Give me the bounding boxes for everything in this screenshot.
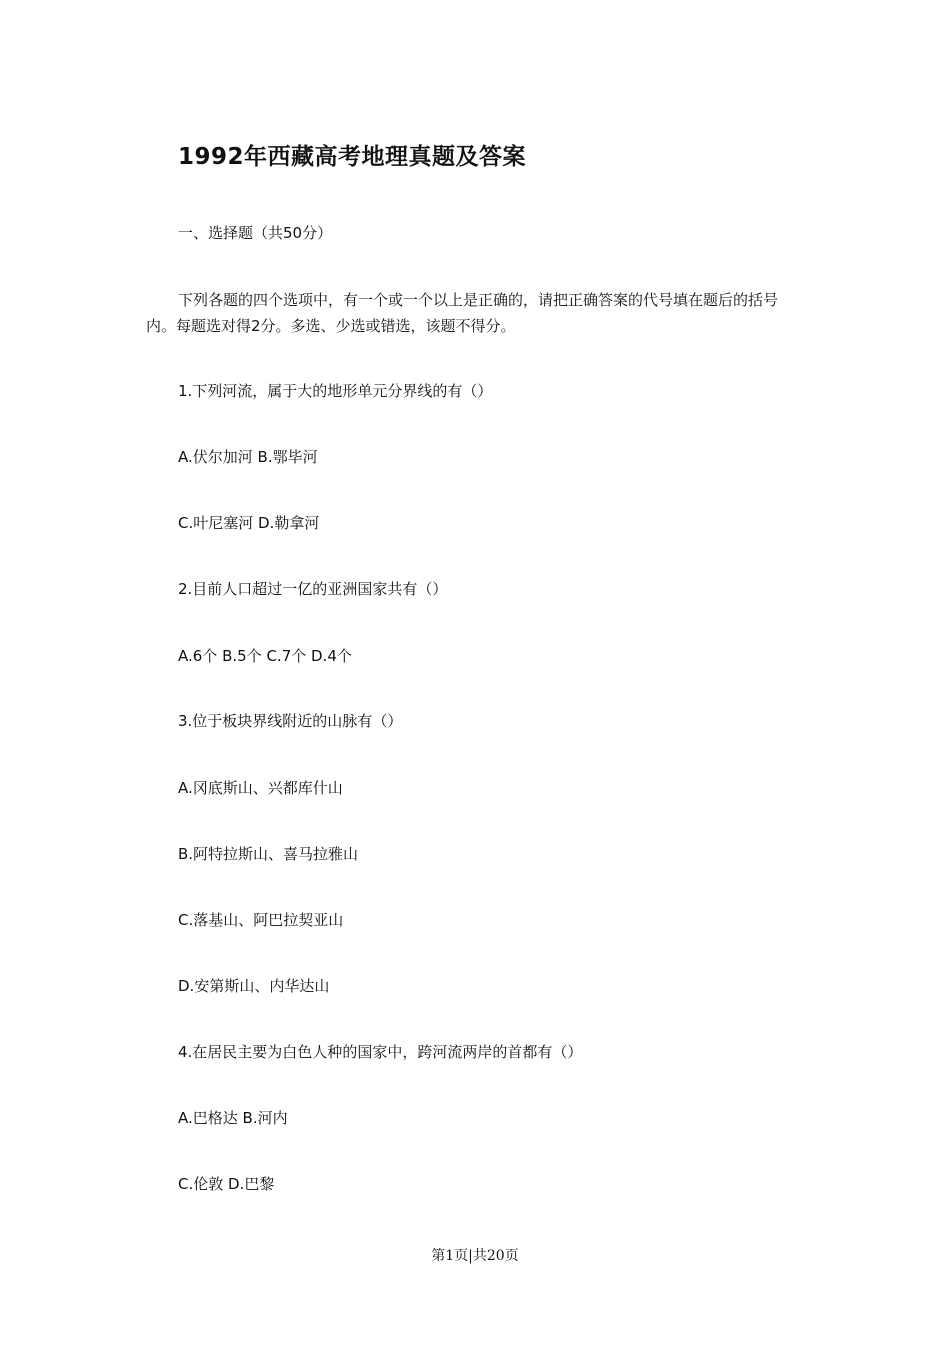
question-options: A.巴格达 B.河内 <box>178 1109 288 1127</box>
question-stem: 4.在居民主要为白色人种的国家中，跨河流两岸的首都有（） <box>178 1043 583 1061</box>
question-options: A.6个 B.5个 C.7个 D.4个 <box>178 647 352 665</box>
instructions-paragraph: 下列各题的四个选项中，有一个或一个以上是正确的，请把正确答案的代号填在题后的括号内。每题选对得2分。多选、少选或错选，该题不得分。 <box>146 291 779 335</box>
question-options: D.安第斯山、内华达山 <box>178 977 330 995</box>
page-footer: 第1页|共20页 <box>431 1248 519 1264</box>
question-options: C.落基山、阿巴拉契亚山 <box>178 911 344 929</box>
question-options: A.冈底斯山、兴都库什山 <box>178 779 343 797</box>
document-title: 1992年西藏高考地理真题及答案 <box>178 144 527 170</box>
section-heading: 一、选择题（共50分） <box>178 224 333 242</box>
question-stem: 3.位于板块界线附近的山脉有（） <box>178 712 403 730</box>
question-options: C.叶尼塞河 D.勒拿河 <box>178 514 320 532</box>
question-options: C.伦敦 D.巴黎 <box>178 1175 275 1193</box>
question-stem: 1.下列河流，属于大的地形单元分界线的有（） <box>178 382 493 400</box>
question-options: A.伏尔加河 B.鄂毕河 <box>178 448 318 466</box>
question-stem: 2.目前人口超过一亿的亚洲国家共有（） <box>178 580 448 598</box>
question-options: B.阿特拉斯山、喜马拉雅山 <box>178 845 359 863</box>
